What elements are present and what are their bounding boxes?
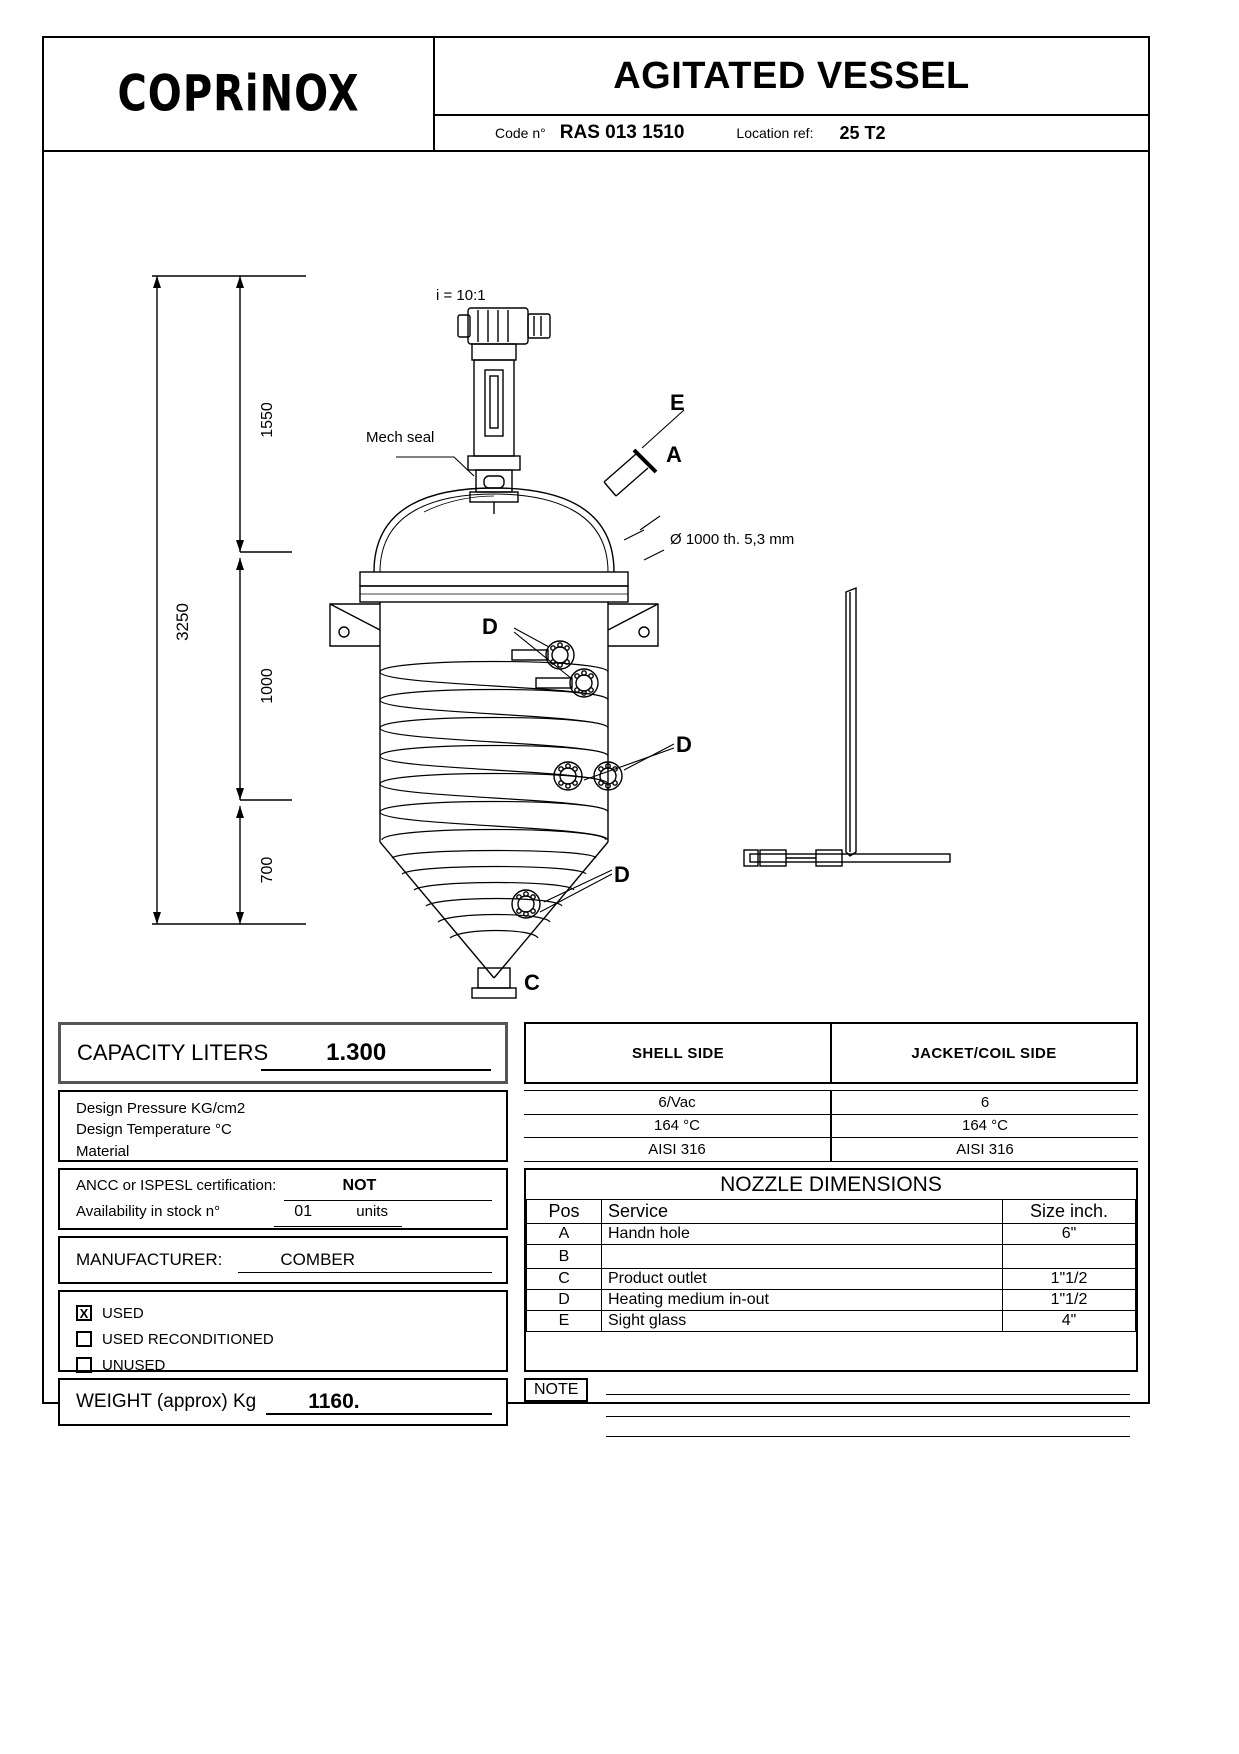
mech-seal-label: Mech seal <box>366 429 435 446</box>
jacket-material: AISI 316 <box>831 1138 1138 1162</box>
nozzle-size: 1"1/2 <box>1003 1290 1136 1311</box>
jacket-coil-side-header: JACKET/COIL SIDE <box>911 1044 1057 1062</box>
page-title: AGITATED VESSEL <box>613 54 970 97</box>
stock-underline <box>274 1226 402 1227</box>
nozzle-service <box>602 1245 1003 1269</box>
table-row <box>527 1224 1136 1245</box>
location-label: Location ref: <box>736 125 814 141</box>
table-row <box>524 1091 1138 1115</box>
vessel-drawing-svg <box>44 152 1148 1010</box>
design-pressure-label: Design Pressure KG/cm2 <box>76 1100 246 1117</box>
callout-c: C <box>524 970 540 995</box>
nozzle-service: Handn hole <box>602 1224 1003 1245</box>
condition-option-used[interactable] <box>76 1300 506 1326</box>
manufacturer-label: MANUFACTURER: <box>76 1250 223 1269</box>
stock-row <box>76 1203 506 1229</box>
checkbox-unused[interactable] <box>76 1357 92 1373</box>
checkbox-used[interactable]: X <box>76 1305 92 1321</box>
callout-d-middle: D <box>676 732 692 757</box>
col-size: Size inch. <box>1003 1200 1136 1224</box>
manufacturer-box <box>58 1236 508 1284</box>
condition-label-unused: UNUSED <box>102 1356 166 1374</box>
table-row <box>527 1290 1136 1311</box>
nozzle-pos: B <box>527 1245 602 1269</box>
diameter-note: Ø 1000 th. 5,3 mm <box>670 531 795 548</box>
weight-value: 1160. <box>308 1390 360 1413</box>
ancc-underline <box>284 1200 492 1201</box>
code-label: Code n° <box>495 125 546 141</box>
note-line-3[interactable] <box>606 1436 1130 1437</box>
callout-e: E <box>670 390 685 415</box>
material-label: Material <box>76 1142 130 1160</box>
capacity-value: 1.300 <box>326 1039 387 1066</box>
ancc-value: NOT <box>342 1177 377 1194</box>
nozzle-service: Heating medium in-out <box>602 1290 1003 1311</box>
table-row <box>524 1138 1138 1162</box>
title-block-header <box>44 38 1148 152</box>
certification-box <box>58 1168 508 1230</box>
nozzle-table <box>526 1199 1136 1332</box>
nozzle-size <box>1003 1245 1136 1269</box>
ancc-row <box>76 1177 506 1203</box>
dim-mid-label: 1000 <box>259 668 276 704</box>
callout-d-upper: D <box>482 614 498 639</box>
shell-pressure: 6/Vac <box>524 1091 831 1115</box>
col-pos: Pos <box>527 1200 602 1224</box>
nozzle-service: Sight glass <box>602 1311 1003 1332</box>
condition-box <box>58 1290 508 1372</box>
condition-option-reconditioned[interactable] <box>76 1326 506 1352</box>
weight-underline <box>266 1413 492 1415</box>
dim-top-label: 1550 <box>259 402 276 438</box>
dim-bottom-label: 700 <box>259 856 276 884</box>
data-block <box>44 1012 1148 1413</box>
table-row <box>527 1245 1136 1269</box>
design-conditions-box <box>58 1090 508 1162</box>
table-header-row <box>527 1200 1136 1224</box>
document-title-cell <box>435 38 1148 114</box>
condition-label-reconditioned: USED RECONDITIONED <box>102 1330 274 1348</box>
nozzle-pos: D <box>527 1290 602 1311</box>
design-temperature-label: Design Temperature °C <box>76 1121 232 1139</box>
callout-d-lower: D <box>614 862 630 887</box>
callout-a: A <box>666 442 682 467</box>
condition-label-used: USED <box>102 1304 144 1322</box>
nozzle-dimensions-box <box>524 1168 1138 1372</box>
capacity-label: CAPACITY LITERS <box>77 1040 269 1065</box>
stock-value: 01 <box>294 1203 313 1220</box>
ratio-label: i = 10:1 <box>436 287 486 304</box>
table-row <box>524 1114 1138 1138</box>
shell-side-header: SHELL SIDE <box>526 1024 832 1082</box>
shell-temperature: 164 °C <box>524 1114 831 1138</box>
code-location-row <box>435 114 1148 150</box>
nozzle-pos: C <box>527 1269 602 1290</box>
nozzle-size: 6" <box>1003 1224 1136 1245</box>
table-row <box>527 1311 1136 1332</box>
manufacturer-value: COMBER <box>280 1250 356 1269</box>
ancc-label: ANCC or ISPESL certification: <box>76 1177 277 1194</box>
side-headers-box <box>524 1022 1138 1084</box>
nozzle-pos: A <box>527 1224 602 1245</box>
technical-drawing <box>44 152 1148 1012</box>
nozzle-table-title: NOZZLE DIMENSIONS <box>720 1173 942 1196</box>
dim-total-label: 3250 <box>173 603 192 641</box>
note-line-1[interactable] <box>606 1394 1130 1395</box>
stock-units: units <box>356 1203 388 1220</box>
condition-option-unused[interactable] <box>76 1352 506 1378</box>
checkbox-used-reconditioned[interactable] <box>76 1331 92 1347</box>
location-value: 25 T2 <box>839 122 886 143</box>
weight-label: WEIGHT (approx) Kg <box>76 1391 257 1412</box>
company-logo: COPRiNOX <box>117 65 360 123</box>
manufacturer-underline <box>238 1272 492 1273</box>
note-box <box>524 1378 1138 1428</box>
nozzle-size: 1"1/2 <box>1003 1269 1136 1290</box>
code-value: RAS 013 1510 <box>559 122 685 143</box>
nozzle-pos: E <box>527 1311 602 1332</box>
weight-box <box>58 1378 508 1426</box>
shell-material: AISI 316 <box>524 1138 831 1162</box>
nozzle-service: Product outlet <box>602 1269 1003 1290</box>
table-row <box>527 1269 1136 1290</box>
design-values-table <box>524 1090 1138 1162</box>
jacket-pressure: 6 <box>831 1091 1138 1115</box>
stock-label: Availability in stock n° <box>76 1203 221 1220</box>
capacity-box <box>58 1022 508 1084</box>
company-logo-cell <box>44 38 435 150</box>
drawing-sheet <box>42 36 1150 1413</box>
col-service: Service <box>602 1200 1003 1224</box>
capacity-underline <box>261 1069 491 1071</box>
nozzle-size: 4" <box>1003 1311 1136 1332</box>
note-label: NOTE <box>524 1378 588 1402</box>
note-line-2[interactable] <box>606 1416 1130 1417</box>
jacket-temperature: 164 °C <box>831 1114 1138 1138</box>
